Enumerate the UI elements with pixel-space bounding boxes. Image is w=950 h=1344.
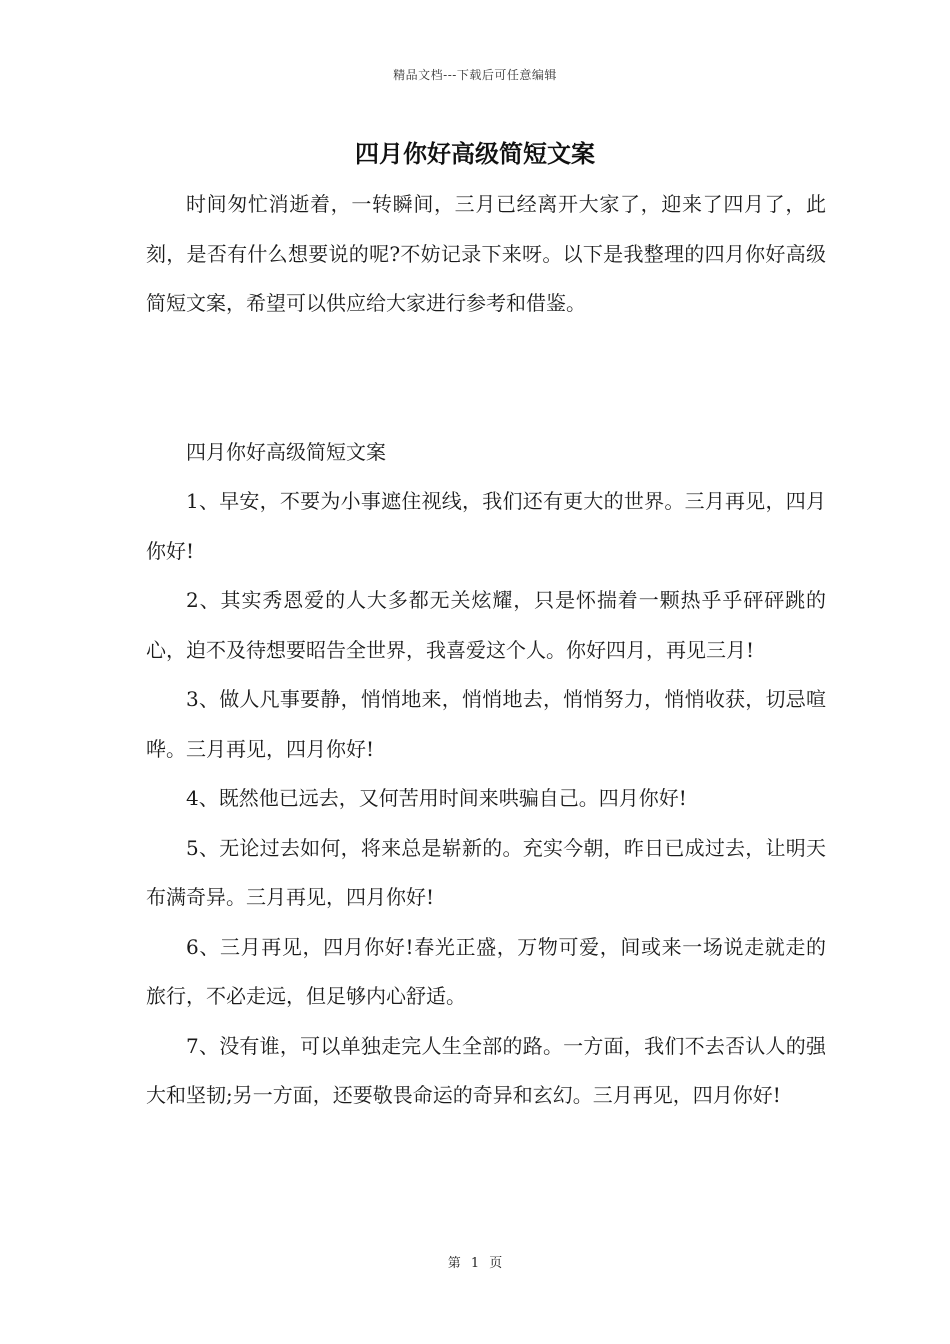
list-item: 5、无论过去如何，将来总是崭新的。充实今朝，昨日已成过去，让明天布满奇异。三月再见，四月你好! xyxy=(146,835,826,909)
header-note: 精品文档---下载后可任意编辑 xyxy=(393,68,557,82)
list-item: 3、做人凡事要静，悄悄地来，悄悄地去，悄悄努力，悄悄收获，切忌喧哗。三月再见，四月你好! xyxy=(146,687,826,761)
page-footer xyxy=(0,1252,950,1271)
footer-prefix: 第 xyxy=(447,1256,461,1271)
document-title: 四月你好高级简短文案 xyxy=(355,139,595,168)
page-number: 1 xyxy=(470,1256,480,1271)
paragraph-gap xyxy=(146,329,826,428)
section-heading: 四月你好高级简短文案 xyxy=(186,439,386,464)
list-item: 2、其实秀恩爱的人大多都无关炫耀，只是怀揣着一颗热乎乎砰砰跳的心，迫不及待想要昭告全世界，我喜爱这个人。你好四月，再见三月! xyxy=(146,588,826,662)
list-item: 7、没有谁，可以单独走完人生全部的路。一方面，我们不去否认人的强大和坚韧;另一方面，还要敬畏命运的奇异和玄幻。三月再见，四月你好! xyxy=(146,1033,826,1107)
footer-suffix: 页 xyxy=(489,1256,503,1271)
list-item: 6、三月再见，四月你好!春光正盛，万物可爱，间或来一场说走就走的旅行，不必走远，但足够内心舒适。 xyxy=(146,934,826,1008)
intro-paragraph: 时间匆忙消逝着，一转瞬间，三月已经离开大家了，迎来了四月了，此刻，是否有什么想要说的呢?不妨记录下来呀。以下是我整理的四月你好高级简短文案，希望可以供应给大家进行参考和借鉴。 xyxy=(146,192,826,315)
list-item: 1、早安，不要为小事遮住视线，我们还有更大的世界。三月再见，四月你好! xyxy=(146,489,826,563)
list-item: 4、既然他已远去，又何苦用时间来哄骗自己。四月你好! xyxy=(186,786,687,810)
document-body xyxy=(146,180,826,1121)
